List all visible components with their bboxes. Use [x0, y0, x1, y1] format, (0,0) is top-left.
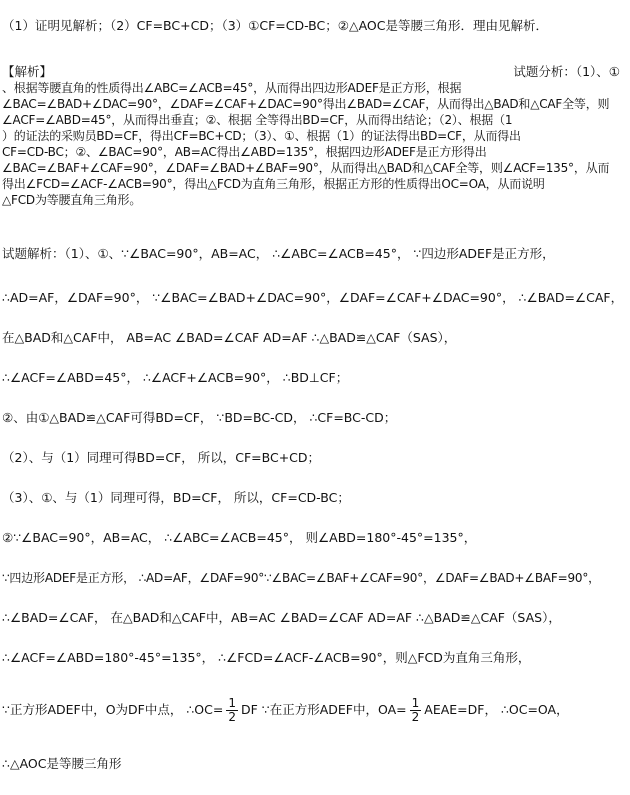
analysis-line: ∠BAC=∠BAD+∠DAC=90°，∠DAF=∠CAF+∠DAC=90°得出∠BAD=∠CAF，从而得出△BAD和△CAF全等，则: [2, 97, 610, 111]
answer-summary: （1）证明见解析；（2）CF=BC+CD；（3）①CF=CD-BC；②△AOC是等腰三角形．理由见解析．: [2, 18, 548, 33]
fraction-one-half: [410, 697, 422, 724]
analysis-line: 、根据等腰直角的性质得出∠ABC=∠ACB=45°，从而得出四边形ADEF是正方形，根据: [2, 81, 462, 95]
solution-line: ∴AD=AF，∠DAF=90°， ∵∠BAC=∠BAD+∠DAC=90°，∠DAF=∠CAF+∠DAC=90°， ∴∠BAD=∠CAF，: [2, 290, 624, 305]
solution-line-fraction: [2, 697, 569, 724]
analysis-line: △FCD为等腰直角三角形。: [2, 193, 142, 207]
analysis-label: 试题分析：（1）、①: [513, 64, 620, 79]
solution-line: （2）、与（1）同理可得BD=CF， 所以，CF=BC+CD；: [2, 450, 321, 465]
fraction-denominator: 2: [228, 710, 236, 724]
fraction-one-half: [226, 697, 238, 724]
fraction-text-pre: ∵正方形ADEF中，O为DF中点， ∴OC=: [2, 702, 224, 717]
fraction-text-mid: DF ∵在正方形ADEF中，OA=: [240, 702, 407, 717]
solution-line: ∴∠BAD=∠CAF， 在△BAD和△CAF中，AB=AC ∠BAD=∠CAF AD=AF ∴△BAD≌△CAF（SAS），: [2, 610, 561, 625]
solution-line: ②、由①△BAD≌△CAF可得BD=CF， ∵BD=BC-CD， ∴CF=BC-CD；: [2, 410, 397, 425]
solution-conclusion: ∴△AOC是等腰三角形: [2, 756, 122, 771]
analysis-line: CF=CD-BC；②、∠BAC=90°，AB=AC得出∠ABD=135°，根据四边形ADEF是正方形得出: [2, 145, 487, 159]
solution-line: 试题解析：（1）、①、∵∠BAC=90°，AB=AC， ∴∠ABC=∠ACB=45°， ∵四边形ADEF是正方形，: [2, 246, 555, 261]
fraction-denominator: 2: [411, 710, 420, 724]
solution-line: （3）、①、与（1）同理可得，BD=CF， 所以，CF=CD-BC；: [2, 490, 350, 505]
analysis-line: 得出∠FCD=∠ACF-∠ACB=90°，得出△FCD为直角三角形，根据正方形的性质得出OC=OA，从而说明: [2, 177, 545, 191]
solution-line: 在△BAD和△CAF中， AB=AC ∠BAD=∠CAF AD=AF ∴△BAD≌△CAF（SAS），: [2, 330, 457, 345]
analysis-line: ）的证法的采购员BD=CF，得出CF=BC+CD；（3）、①、根据（1）的证法得出BD=CF，从而得出: [2, 129, 521, 143]
solution-line: ∴∠ACF=∠ABD=180°-45°=135°， ∴∠FCD=∠ACF-∠ACB=90°，则△FCD为直角三角形，: [2, 650, 531, 665]
fraction-numerator: 1: [411, 696, 420, 710]
fraction-numerator: 1: [228, 696, 236, 710]
solution-line: ②∵∠BAC=90°，AB=AC， ∴∠ABC=∠ACB=45°， 则∠ABD=180°-45°=135°，: [2, 530, 477, 545]
analysis-line: ∠ACF=∠ABD=45°，从而得出垂直；②、根据 全等得出BD=CF，从而得出结论；（2）、根据（1: [2, 113, 513, 127]
analysis-heading: 【解析】: [2, 64, 53, 79]
solution-line: ∴∠ACF=∠ABD=45°， ∴∠ACF+∠ACB=90°， ∴BD⊥CF；: [2, 370, 349, 385]
fraction-text-post: AEAE=DF， ∴OC=OA，: [424, 702, 569, 717]
analysis-line: ∠BAC=∠BAF+∠CAF=90°，∠DAF=∠BAD+∠BAF=90°，从而得出△BAD和△CAF全等，则∠ACF=135°，从而: [2, 161, 610, 175]
solution-line: ∵四边形ADEF是正方形， ∴AD=AF，∠DAF=90°∵∠BAC=∠BAF+∠CAF=90°，∠DAF=∠BAD+∠BAF=90°，: [2, 571, 600, 585]
